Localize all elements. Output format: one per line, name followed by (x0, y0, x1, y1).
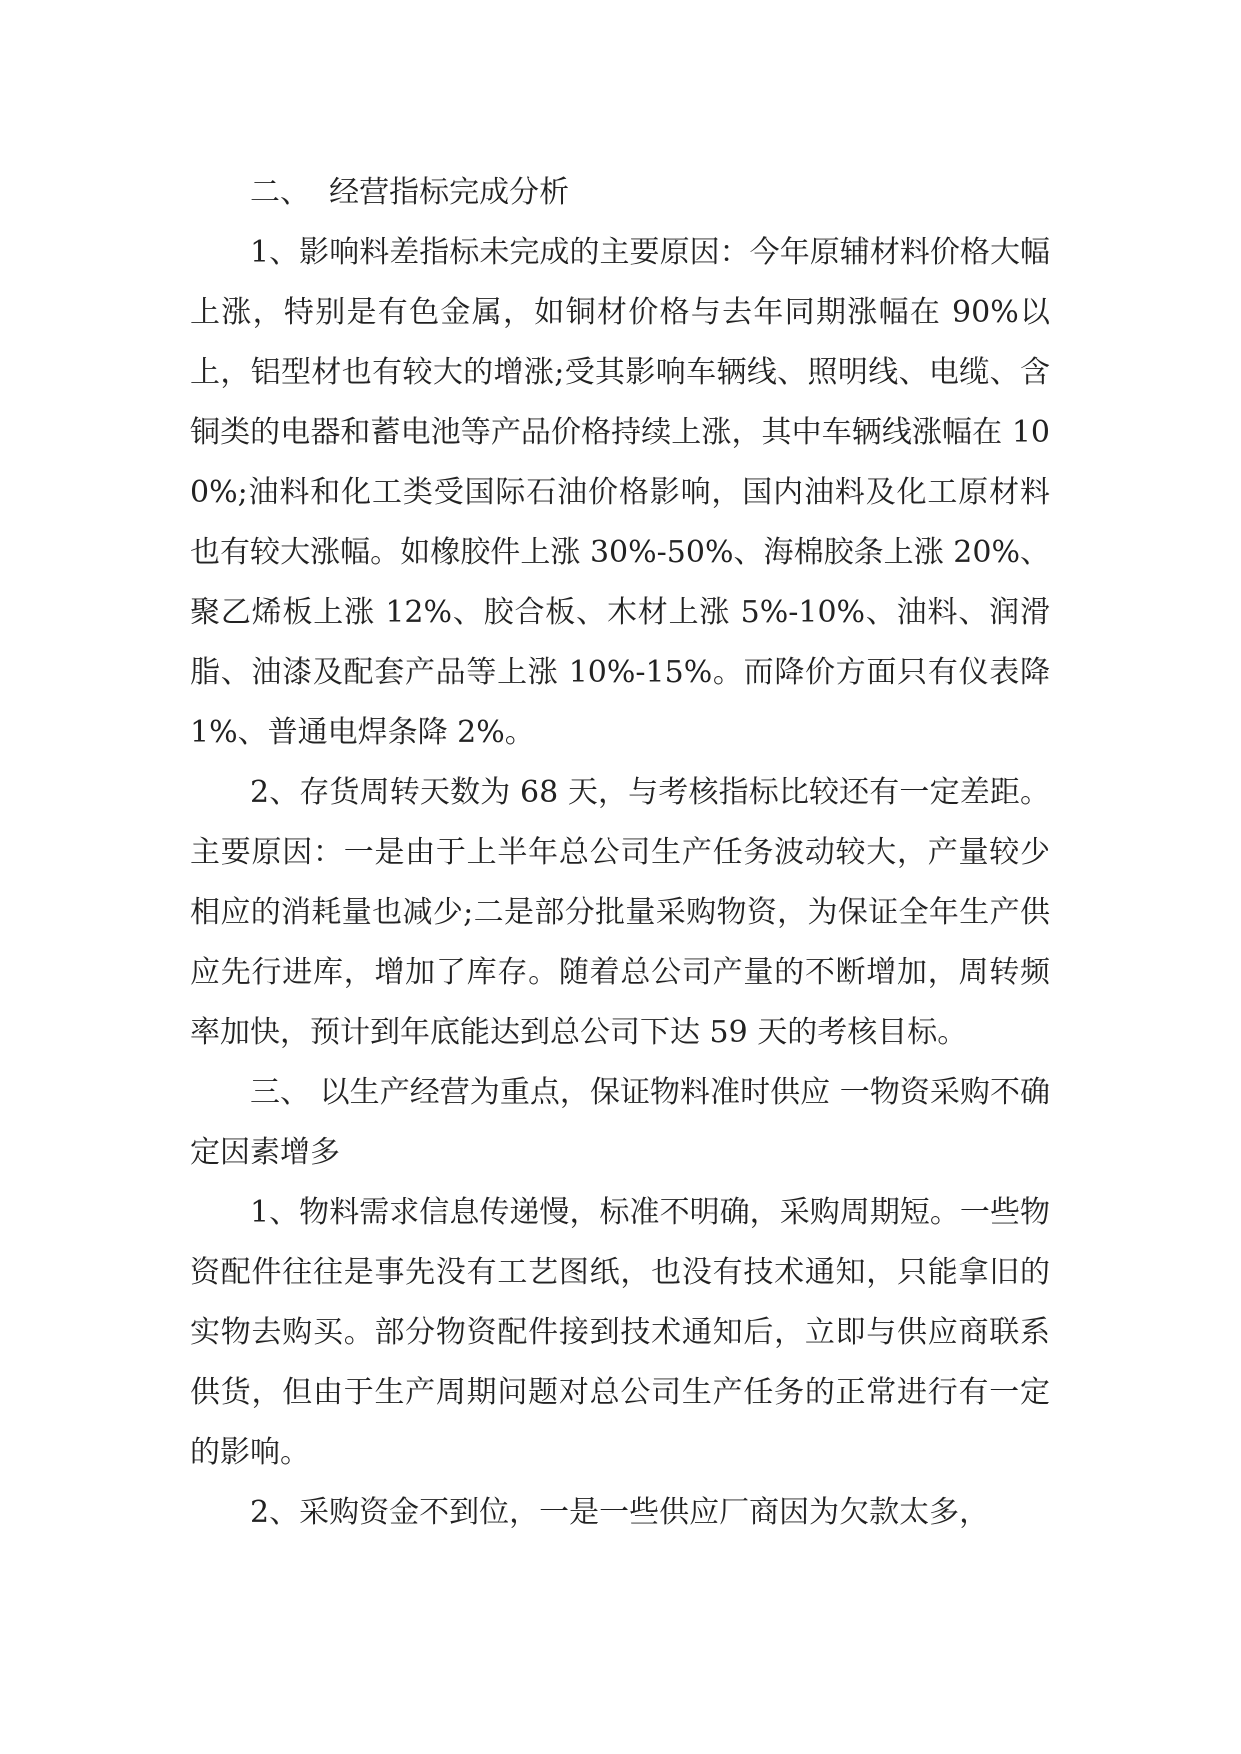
paragraph-demand-information: 1、物料需求信息传递慢，标准不明确，采购周期短。一些物资配件往往是事先没有工艺图纸，也没有技术通知，只能拿旧的实物去购买。部分物资配件接到技术通知后，立即与供应商联系供货，但由于生产周期问题对总公司生产任务的正常进行有一定的影响。 (190, 1195, 1050, 1470)
paragraph-material-cost: 1、影响料差指标未完成的主要原因：今年原辅材料价格大幅上涨，特别是有色金属，如铜材价格与去年同期涨幅在 90%以上，铝型材也有较大的增涨;受其影响车辆线、照明线、电缆、含铜类的电器和蓄电池等产品价格持续上涨，其中车辆线涨幅在 100%;油料和化工类受国际石油价格影响，国内油料及化工原材料也有较大涨幅。如橡胶件上涨 30%-50%、海棉胶条上涨 20%、聚乙烯板上涨 12%、胶合板、木材上涨 5%-10%、油料、润滑脂、油漆及配套产品等上涨 10%-15%。而降价方面只有仪表降 1%、普通电焊条降 2%。 (190, 235, 1050, 750)
paragraph-inventory-turnover: 2、存货周转天数为 68 天，与考核指标比较还有一定差距。主要原因：一是由于上半年总公司生产任务波动较大，产量较少相应的消耗量也减少;二是部分批量采购物资，为保证全年生产供应先行进库，增加了库存。随着总公司产量的不断增加，周转频率加快，预计到年底能达到总公司下达 59 天的考核目标。 (190, 775, 1050, 1050)
section-heading-3: 三、 以生产经营为重点，保证物料准时供应 一物资采购不确定因素增多 (190, 1075, 1050, 1170)
section-heading-2: 二、 经营指标完成分析 (250, 175, 570, 210)
document-body (190, 163, 1050, 1543)
paragraph-procurement-funds: 2、采购资金不到位，一是一些供应厂商因为欠款太多， (250, 1495, 990, 1530)
